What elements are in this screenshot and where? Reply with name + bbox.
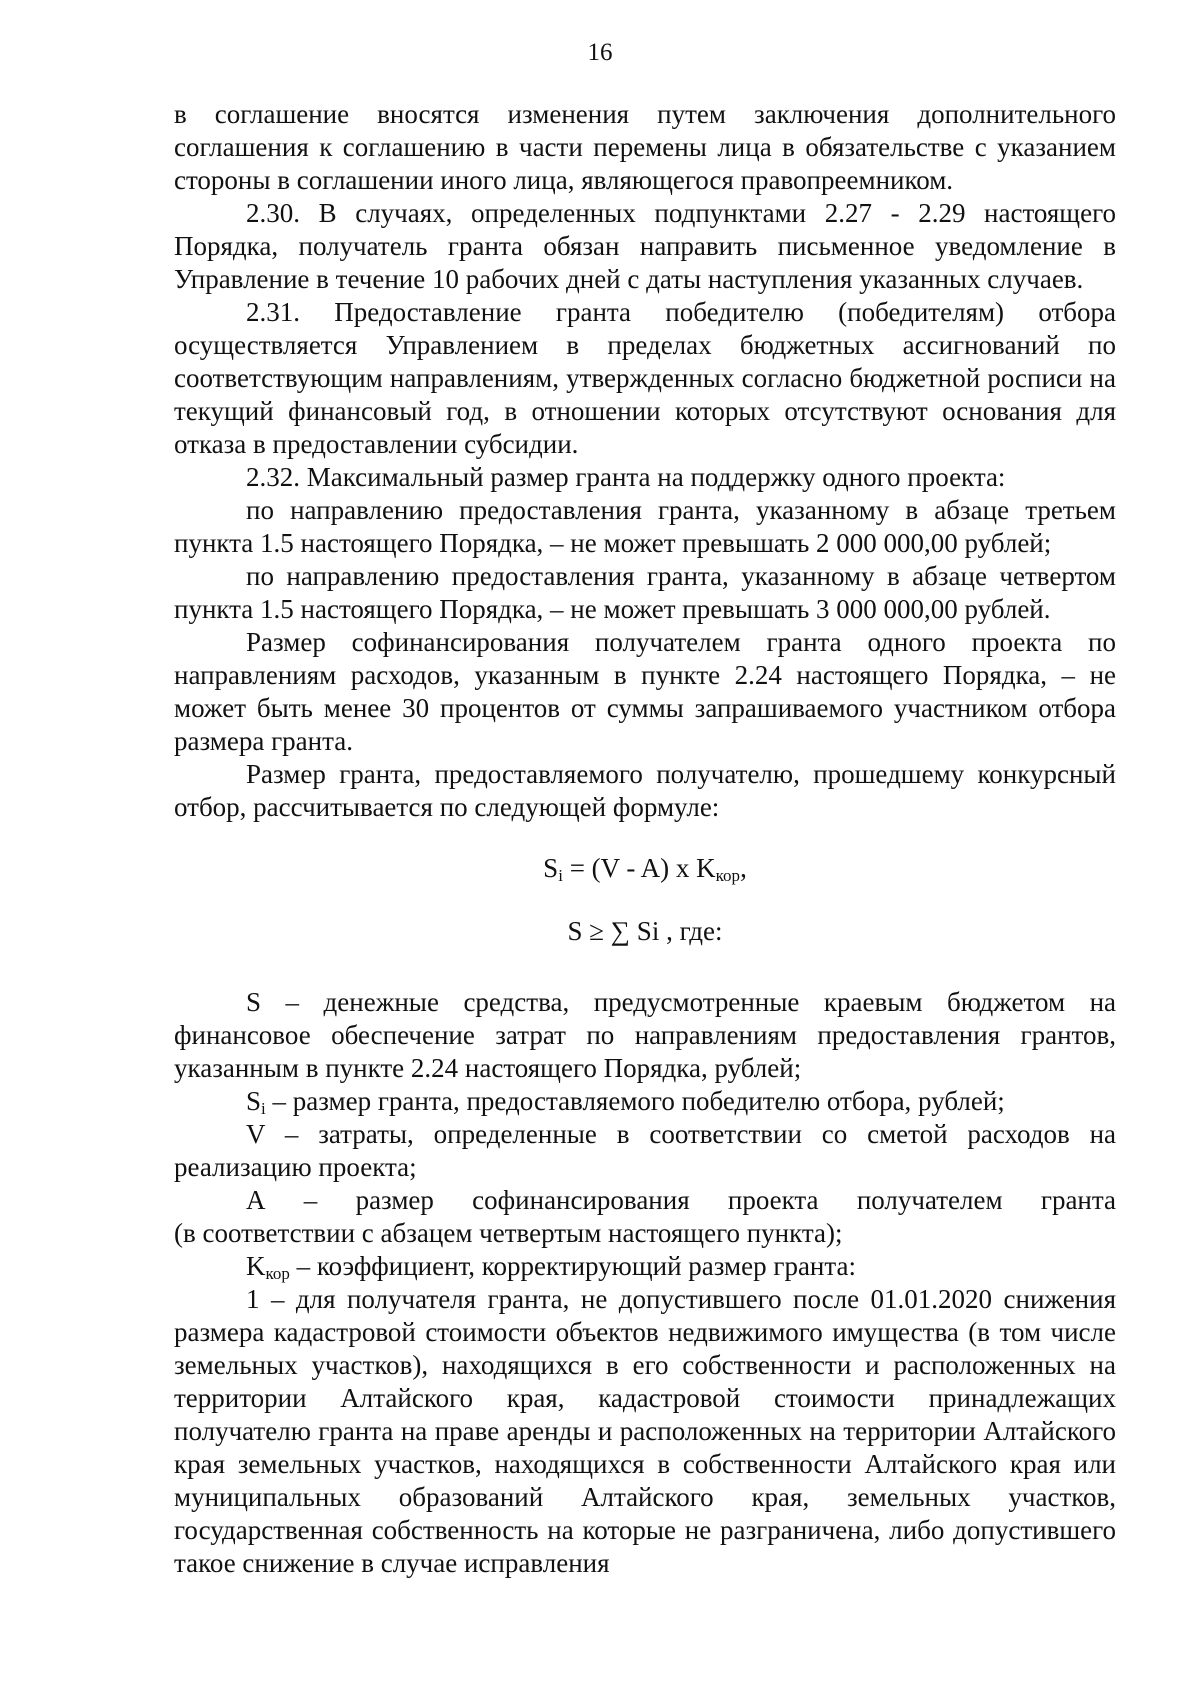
page-number: 16	[587, 39, 613, 66]
definition-k-value-1: 1 – для получателя гранта, не допустившего после 01.01.2020 снижения размера кадастровой стоимости объектов недвижимого имущества (в том числе земельных участков), находящихся в его собственности и расположенных на территории Алтайского края, кадастровой стоимости принадлежащих получателю гранта на праве аренды и расположенных на территории Алтайского края земельных участков, находящихся в собственности Алтайского края или муниципальных образований Алтайского края, земельных участков, государственная собственность на которые не разграничена, либо допустившего такое снижение в случае исправления	[174, 1284, 1116, 1578]
definition-k	[174, 1250, 1116, 1283]
definition-k-subscript: кор	[265, 1264, 290, 1283]
definition-si-symbol: S	[246, 1086, 262, 1116]
formula-s-subscript: i	[558, 866, 563, 885]
formula-expression: = (V - A) х K	[562, 853, 716, 883]
paragraph-2-31: 2.31. Предоставление гранта победителю (победителям) отбора осуществляется Управлением в пределах бюджетных ассигнований по соответствующим направлениям, утвержденных согласно бюджетной росписи на текущий финансовый год, в отношении которых отсутствуют основания для отказа в предоставлении субсидии.	[174, 297, 1116, 459]
paragraph-cofinancing: Размер софинансирования получателем гранта одного проекта по направлениям расходов, указанным в пункте 2.24 настоящего Порядка, – не может быть менее 30 процентов от суммы запрашиваемого участником отбора размера гранта.	[174, 627, 1116, 756]
paragraph-continuation: в соглашение вносятся изменения путем заключения дополнительного соглашения к соглашению в части перемены лица в обязательстве с указанием стороны в соглашении иного лица, являющегося правопреемником.	[174, 99, 1116, 195]
definition-a-continuation: (в соответствии с абзацем четвертым настоящего пункта);	[174, 1218, 843, 1248]
definition-k-text: – коэффициент, корректирующий размер гранта:	[289, 1251, 856, 1281]
formula-sum-constraint: S ≥ ∑ Si , где:	[567, 916, 723, 946]
definition-a-line-1: А – размер софинансирования проекта получателем гранта	[246, 1185, 1116, 1215]
definition-a	[174, 1184, 1116, 1217]
formula-s-symbol: S	[543, 853, 559, 883]
definition-si	[174, 1085, 1116, 1118]
paragraph-2-32: 2.32. Максимальный размер гранта на поддержку одного проекта:	[246, 462, 1006, 492]
definition-k-symbol: K	[246, 1251, 266, 1281]
formula-end: ,	[740, 853, 747, 883]
formula-k-subscript: кор	[715, 866, 741, 885]
definition-si-subscript: i	[261, 1099, 266, 1118]
paragraph-formula-intro: Размер гранта, предоставляемого получателю, прошедшему конкурсный отбор, рассчитывается по следующей формуле:	[174, 759, 1116, 822]
paragraph-max-direction-3: по направлению предоставления гранта, указанному в абзаце третьем пункта 1.5 настоящего Порядка, – не может превышать 2 000 000,00 рублей;	[174, 495, 1116, 558]
paragraph-2-30: 2.30. В случаях, определенных подпунктами 2.27 - 2.29 настоящего Порядка, получатель гранта обязан направить письменное уведомление в Управление в течение 10 рабочих дней с даты наступления указанных случаев.	[174, 198, 1116, 294]
definition-v: V – затраты, определенные в соответствии со сметой расходов на реализацию проекта;	[174, 1119, 1116, 1182]
paragraph-max-direction-4: по направлению предоставления гранта, указанному в абзаце четвертом пункта 1.5 настоящего Порядка, – не может превышать 3 000 000,00 рублей.	[174, 561, 1116, 624]
definition-si-text: – размер гранта, предоставляемого победителю отбора, рублей;	[265, 1086, 1005, 1116]
formula-grant-size	[174, 852, 1116, 885]
document-body	[174, 98, 1116, 1580]
definition-s: S – денежные средства, предусмотренные краевым бюджетом на финансовое обеспечение затрат по направлениям предоставления грантов, указанным в пункте 2.24 настоящего Порядка, рублей;	[174, 987, 1116, 1083]
